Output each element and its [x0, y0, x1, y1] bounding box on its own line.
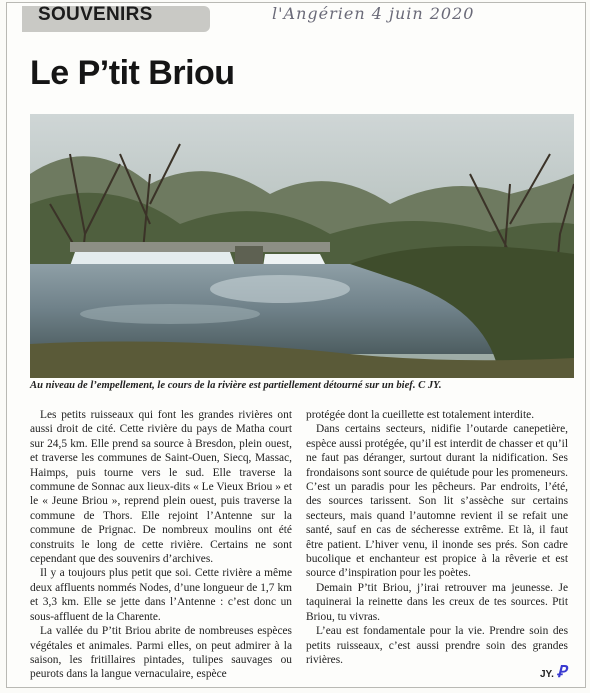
article-title: Le P’tit Briou — [30, 54, 235, 92]
river-weir-illustration — [30, 114, 574, 378]
paragraph: La vallée du P’tit Briou abrite de nombreuses espèces végétales et animales. Parmi elles, on peut admirer à la saison, les fritillaires pintades, tulipes sauvages ou peurots dans la langue vernaculaire, espèce — [30, 625, 292, 681]
signature-mark-icon: Ꝑ — [556, 664, 567, 681]
handwritten-date-note: l'Angérien 4 juin 2020 — [272, 4, 475, 23]
paragraph: Il y a toujours plus petit que soi. Cette rivière a même deux affluents nommés Nodes, d’une longueur de 1,7 km et 3,3 km. Elle se jette dans l’Antenne : c’est donc un sous-affluent de la Charente. — [30, 567, 292, 623]
article-column-right — [306, 408, 568, 667]
article-column-left — [30, 408, 292, 682]
photo-caption: Au niveau de l’empellement, le cours de la rivière est partiellement détourné sur un bief. C JY. — [30, 380, 442, 391]
paragraph: Demain P’tit Briou, j’irai retrouver ma jeunesse. Je taquinerai la reinette dans les creux de tes sources. Ptit Briou, tu vivras. — [306, 581, 568, 623]
river-photo — [30, 114, 574, 378]
paragraph: protégée dont la cueillette est totalement interdite. — [306, 409, 535, 421]
paragraph: L’eau est fondamentale pour la vie. Prendre soin des petits ruisseaux, c’est aussi prendre soin des grandes rivières. — [306, 625, 568, 666]
paragraph: Les petits ruisseaux qui font les grandes rivières ont aussi droit de cité. Cette rivière du pays de Matha court sur 24,5 km. Elle prend sa source à Bresdon, plein ouest, et traverse les communes de Saint-Ouen, Siecq, Massac, Haimps, puis tourne vers le sud. Elle traverse la commune de Sonnac aux lieux-dits « Le Vieux Briou » et le « Jeune Briou », reprend plein ouest, puis traverse la commune de Thors. Elle rejoint l’Antenne sur la commune de Prignac. De nombreux moulins ont été construits le long de cette rivière. Certains ne sont cependant que des souvenirs d’archives. — [30, 409, 292, 566]
signature-text: JY. — [540, 669, 554, 680]
paragraph: Dans certains secteurs, nidifie l’outarde canepetière, espèce aussi protégée, qu’il est interdit de chasser et qu’il ne faut pas déranger, surtout durant la nidification. Ses frondaisons sont source de quiétude pour les promeneurs. C’est un paradis pour les pêcheurs. Par endroits, l’été, des sources tarissent. Son lit s’assèche sur certains secteurs, mais quand l’automne revient il se refait une santé, sauf en cas de sécheresse extrême. Et là, il faut être patient. L’hiver venu, il inonde ses prés. Son cadre bucolique et enchanteur est propice à la rêverie et est source d’inspiration pour les poètes. — [306, 423, 568, 580]
section-rubric: SOUVENIRS — [38, 4, 153, 25]
author-signature — [540, 662, 566, 682]
